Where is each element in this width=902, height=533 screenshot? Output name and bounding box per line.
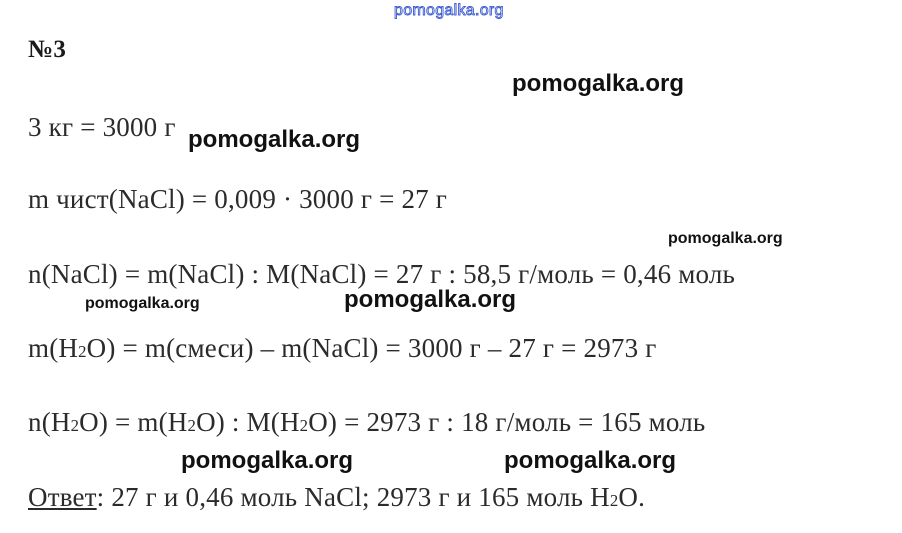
watermark-4: pomogalka.org: [344, 286, 517, 313]
problem-number: №3: [28, 36, 67, 63]
line5-part-a: n(H: [28, 407, 71, 437]
line5-subscript-2: 2: [187, 416, 197, 435]
watermark-5: pomogalka.org: [85, 295, 200, 312]
line4-part-b: O) = m(смеси) – m(NaCl) = 3000 г – 27 г = 2973 г: [86, 333, 657, 363]
answer-line: [28, 482, 645, 513]
line5-part-b: O) = m(H: [79, 407, 188, 437]
line5-subscript-3: 2: [299, 416, 309, 435]
line4-part-a: m(H: [28, 333, 79, 363]
solution-line-nacl-moles: n(NaCl) = m(NaCl) : M(NaCl) = 27 г : 58,5 г/моль = 0,46 моль: [28, 259, 736, 289]
line5-part-c: O) : M(H: [196, 407, 300, 437]
answer-label: Ответ: [28, 482, 97, 512]
solution-line-pure-nacl-mass: m чист(NaCl) = 0,009 · 3000 г = 27 г: [28, 184, 448, 214]
watermark-6: pomogalka.org: [181, 447, 354, 474]
answer-text-b: O.: [618, 482, 646, 512]
solution-line-water-moles: [28, 407, 705, 438]
solution-line-mass-conversion: 3 кг = 3000 г: [28, 112, 176, 142]
answer-subscript: 2: [609, 491, 619, 510]
line4-subscript: 2: [78, 342, 87, 361]
answer-text-a: : 27 г и 0,46 моль NaCl; 2973 г и 165 моль H: [96, 482, 610, 512]
watermark-1: pomogalka.org: [512, 70, 685, 97]
watermark-3: pomogalka.org: [668, 230, 783, 247]
solution-line-water-mass: [28, 333, 657, 364]
line5-part-d: O) = 2973 г : 18 г/моль = 165 моль: [308, 407, 706, 437]
watermark-7: pomogalka.org: [504, 447, 677, 474]
line5-subscript-1: 2: [70, 416, 80, 435]
watermark-top: pomogalka.org: [394, 2, 504, 19]
watermark-2: pomogalka.org: [188, 126, 361, 153]
